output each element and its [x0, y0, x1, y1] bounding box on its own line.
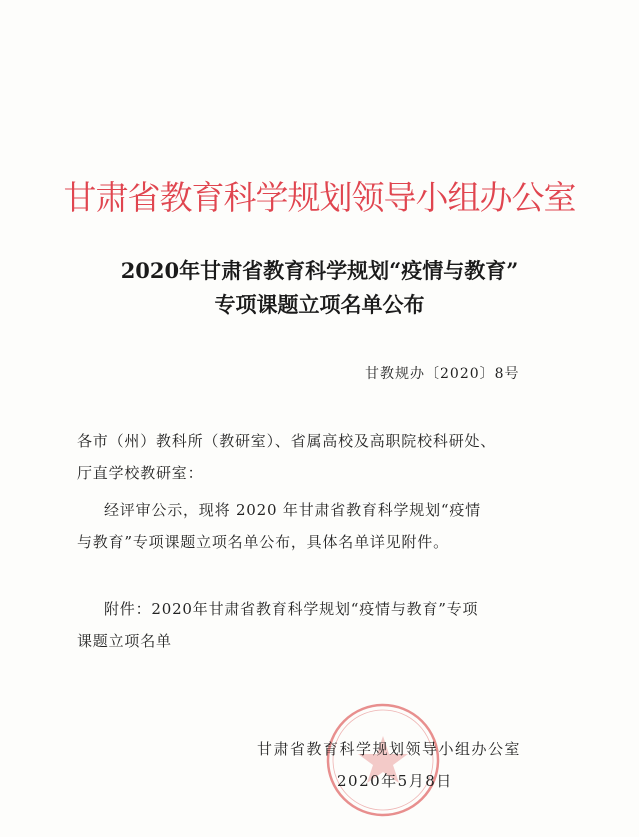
paragraph-line2: 与教育”专项课题立项名单公布，具体名单详见附件。	[77, 533, 449, 551]
addressee-line2: 厅直学校教研室：	[77, 464, 204, 482]
attachment-line1: 附件：2020年甘肃省教育科学规划“疫情与教育”专项	[104, 600, 479, 618]
attachment-line2: 课题立项名单	[77, 632, 172, 650]
signature-org: 甘肃省教育科学规划领导小组办公室	[257, 740, 522, 758]
document-title-line1: 2020年甘肃省教育科学规划“疫情与教育”	[120, 258, 519, 283]
document-title-line2: 专项课题立项名单公布	[214, 292, 425, 317]
addressee-line1: 各市（州）教科所（教研室）、省属高校及高职院校科研处、	[77, 432, 497, 450]
paragraph-line1: 经评审公示，现将 2020 年甘肃省教育科学规划“疫情	[104, 501, 481, 519]
official-seal	[325, 702, 441, 818]
document-number: 甘教规办〔2020〕8号	[365, 366, 520, 382]
signature-date: 2020年5月8日	[337, 772, 453, 790]
org-title: 甘肃省教育科学规划领导小组办公室	[63, 178, 576, 217]
